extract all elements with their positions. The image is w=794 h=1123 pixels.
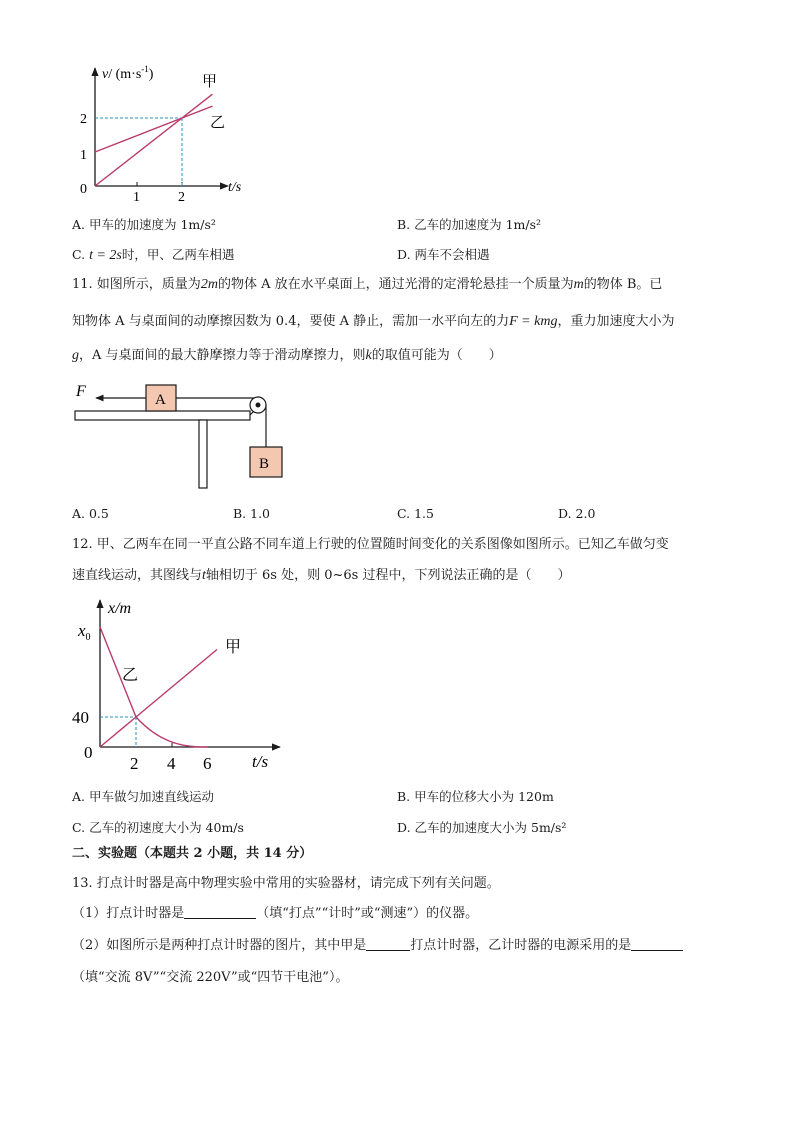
q11-option-b: B. 1.0	[233, 506, 271, 521]
q12-option-b: B. 甲车的位移大小为 120m	[397, 789, 554, 804]
q13-part1: （1）打点计时器是 （填“打点”“计时”或“测速”）的仪器。	[72, 906, 479, 921]
series-line-jia	[100, 650, 217, 748]
answer-blank-3[interactable]	[631, 937, 683, 951]
q11-option-d: D. 2.0	[558, 506, 596, 521]
origin-label: 0	[80, 182, 87, 197]
q11-option-c: C. 1.5	[397, 506, 434, 521]
block-b-label: B	[259, 456, 270, 472]
y-tick-label-2: 2	[80, 112, 87, 127]
block-a-label: A	[155, 392, 166, 408]
series-line-yi	[95, 106, 212, 152]
q12-xt-graph	[72, 592, 287, 777]
series-label-jia: 甲	[225, 639, 242, 656]
series-label-yi: 乙	[122, 667, 139, 684]
section-title: 二、实验题（本题共 2 小题，共 14 分）	[72, 846, 313, 861]
series-label-yi: 乙	[210, 115, 226, 131]
origin-label: 0	[84, 743, 93, 762]
q12-option-d: D. 乙车的加速度大小为 5m/s²	[397, 820, 567, 835]
q12-stem-line2: 速直线运动，其图线与t轴相切于 6s 处，则 0~6s 过程中，下列说法正确的是（ ）	[72, 568, 571, 583]
x-axis-label: t/s	[252, 752, 269, 771]
q12-option-a: A. 甲车做匀加速直线运动	[72, 789, 214, 804]
q13-part2: （2）如图所示是两种打点计时器的图片，其中甲是 打点计时器，乙计时器的电源采用的是	[72, 937, 683, 955]
x-tick-label-2: 2	[178, 190, 185, 203]
x0-label: $x_0$	[78, 621, 91, 643]
x-axis-label: t/s	[228, 180, 242, 195]
y-tick-label-1: 1	[80, 148, 87, 163]
q13-part2-options: （填“交流 8V”“交流 220V”或“四节干电池”）。	[72, 970, 349, 985]
y-axis-label: x/m	[108, 600, 132, 617]
answer-blank-2[interactable]	[366, 937, 410, 951]
q10-option-d: D. 两车不会相遇	[397, 247, 490, 262]
y-tick-label-40: 40	[72, 708, 89, 727]
q12-option-c: C. 乙车的初速度大小为 40m/s	[72, 820, 244, 835]
series-label-jia: 甲	[202, 74, 218, 90]
q10-option-a: A. 甲车的加速度为 1m/s²	[72, 217, 216, 232]
series-line-yi	[100, 627, 208, 747]
table-top	[75, 411, 250, 420]
q10-option-b: B. 乙车的加速度为 1m/s²	[397, 217, 542, 232]
x-tick-label-6: 6	[203, 754, 212, 773]
q11-stem-line1: 11. 如图所示，质量为2m的物体 A 放在水平桌面上，通过光滑的定滑轮悬挂一个质量为m的物体 B。已	[72, 277, 663, 292]
x-tick-label-2: 2	[130, 754, 139, 773]
series-line-jia	[95, 94, 212, 186]
q11-stem-line2: 知物体 A 与桌面间的动摩擦因数为 0.4，要使 A 静止，需加一水平向左的力F = kmg，重力加速度大小为	[72, 314, 675, 329]
q10-vt-graph	[80, 58, 260, 203]
q13-intro: 13. 打点计时器是高中物理实验中常用的实验器材，请完成下列有关问题。	[72, 876, 500, 891]
table-leg	[199, 420, 207, 488]
q11-pulley-figure	[70, 378, 290, 493]
q12-stem-line1: 12. 甲、乙两车在同一平直公路不同车道上行驶的位置随时间变化的关系图像如图所示。已知乙车做匀变	[72, 537, 669, 552]
q11-option-a: A. 0.5	[72, 506, 109, 521]
x-tick-label-4: 4	[167, 754, 176, 773]
y-axis-label: v/ $(m\cdot s^{-1})$	[102, 64, 154, 82]
answer-blank-1[interactable]	[184, 905, 256, 919]
x-tick-label-1: 1	[133, 190, 140, 203]
q10-option-c: C. t = 2s时，甲、乙两车相遇	[72, 247, 235, 263]
q11-stem-line3: g，A 与桌面间的最大静摩擦力等于滑动摩擦力，则k的取值可能为（ ）	[72, 348, 502, 363]
force-label: F	[76, 383, 86, 400]
pulley-axle-icon	[256, 403, 261, 408]
